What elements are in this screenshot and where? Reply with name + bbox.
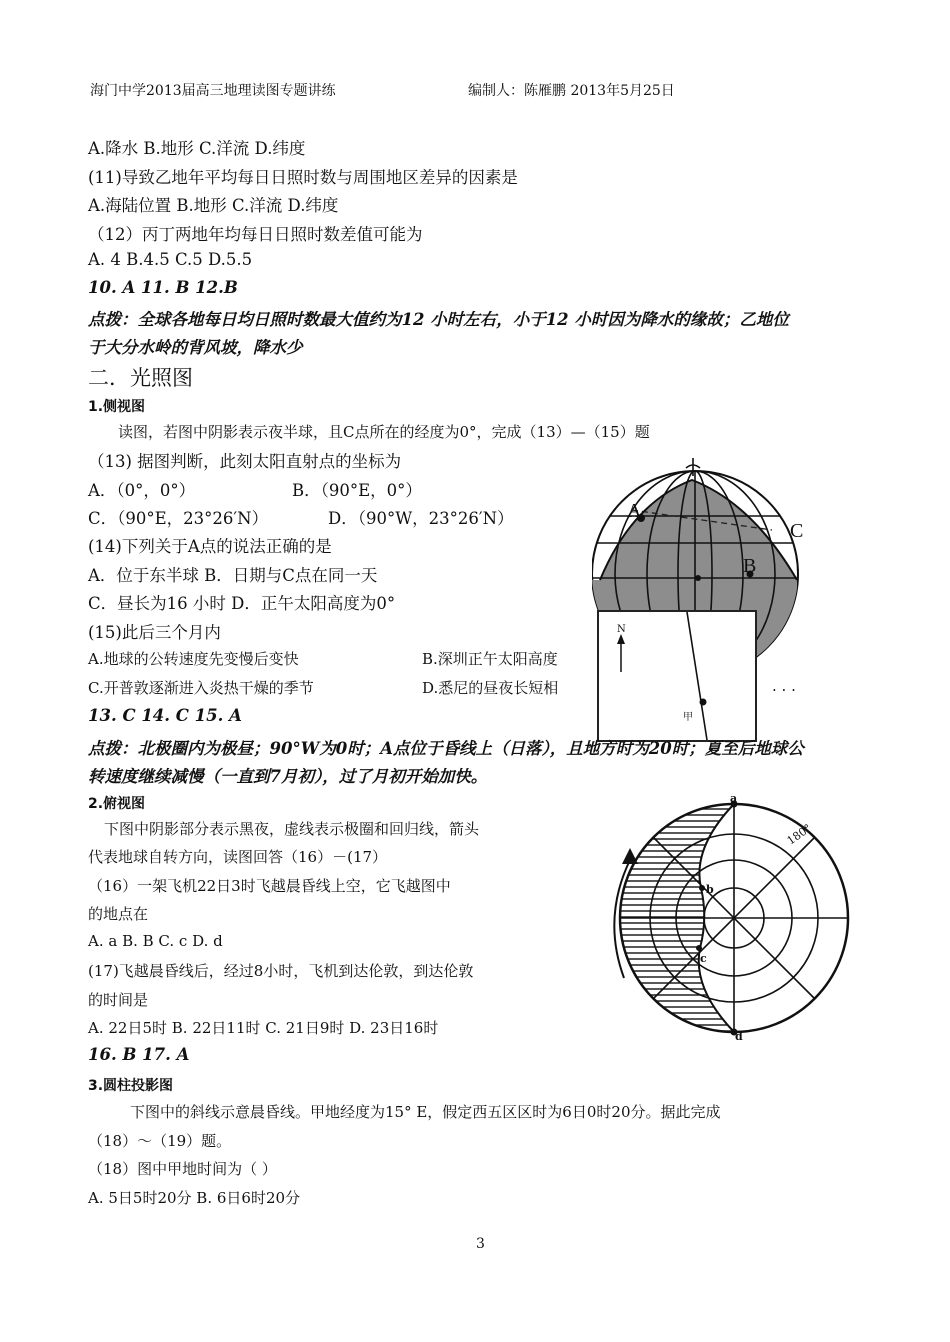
sub1-heading: 1.侧视图 xyxy=(88,399,146,415)
sub2-intro2: 代表地球自转方向，读图回答（16）－(17） xyxy=(88,848,388,866)
polar-label-b: b xyxy=(706,883,714,896)
sub3-intro1: 下图中的斜线示意晨昏线。甲地经度为15° E，假定西五区区时为6日0时20分。据此完成 xyxy=(130,1103,721,1121)
answers-13-15: 13. C 14. C 15. A xyxy=(88,706,242,725)
polar-label-180: 180° xyxy=(784,821,814,848)
q13-option-c: C．（90°E，23°26′N） xyxy=(88,509,269,528)
polar-label-a: a xyxy=(730,792,738,805)
tip-1-line1: 点拨：全球各地每日均日照时数最大值约为12 小时左右，小于12 小时因为降水的缘故；乙地位 xyxy=(88,310,789,329)
q15-option-c: C.开普敦逐渐进入炎热干燥的季节 xyxy=(88,679,314,697)
q15-option-a: A.地球的公转速度先变慢后变快 xyxy=(88,650,299,668)
globe-label-c: C xyxy=(790,520,804,542)
q14-text: (14)下列关于A点的说法正确的是 xyxy=(88,537,332,556)
tip-1-line2: 于大分水岭的背风坡，降水少 xyxy=(88,338,303,357)
q16-options: A. a B. B C. c D. d xyxy=(88,932,223,950)
sub2-intro1: 下图中阴影部分表示黑夜，虚线表示极圈和回归线，箭头 xyxy=(104,820,480,838)
q14-options-ab: A．位于东半球 B．日期与C点在同一天 xyxy=(88,566,378,585)
q17-line1: (17)飞越晨昏线后，经过8小时，飞机到达伦敦，到达伦敦 xyxy=(88,962,474,980)
q16-line1: （16）一架飞机22日3时飞越晨昏线上空，它飞越图中 xyxy=(88,877,451,895)
sub3-intro2: （18）～（19）题。 xyxy=(88,1132,232,1150)
tip-2-line1: 点拨：北极圈内为极昼；90°W为0时；A点位于昏线上（日落），且地方时为20时；夏至后地球公 xyxy=(88,739,804,758)
inset-north-label: N xyxy=(617,624,626,635)
q11-options: A.海陆位置 B.地形 C.洋流 D.纬度 xyxy=(88,196,339,215)
header-left: 海门中学2013届高三地理读图专题讲练 xyxy=(90,83,336,99)
inset-map-box xyxy=(597,610,757,742)
q15-option-d: D.悉尼的昼夜长短相 xyxy=(422,679,559,697)
q16-line2: 的地点在 xyxy=(88,905,149,923)
q11-text: (11)导致乙地年平均每日日照时数与周围地区差异的因素是 xyxy=(88,168,518,187)
section-title: 二．光照图 xyxy=(88,366,193,390)
answers-10-12: 10. A 11. B 12.B xyxy=(88,278,238,297)
q13-option-a: A．（0°，0°） xyxy=(88,481,196,500)
q15-ellipsis: . . . xyxy=(772,677,796,695)
q12-text: （12）丙丁两地年均每日日照时数差值可能为 xyxy=(88,225,423,244)
q14-options-cd: C．昼长为16 小时 D．正午太阳高度为0° xyxy=(88,594,396,613)
tip-2-line2: 转速度继续减慢（一直到7月初），过了月初开始加快。 xyxy=(88,767,488,786)
q13-option-b: B．（90°E，0°） xyxy=(292,481,422,500)
globe-label-a: A xyxy=(627,500,642,522)
polar-label-c: c xyxy=(700,952,707,965)
q18-text: （18）图中甲地时间为（ ） xyxy=(88,1160,277,1178)
sub1-intro: 读图，若图中阴影表示夜半球，且C点所在的经度为0°，完成（13）—（15）题 xyxy=(118,423,650,441)
header-right: 编制人：陈雁鹏 2013年5月25日 xyxy=(468,83,675,99)
inset-jia-label: 甲 xyxy=(683,712,693,723)
q15-text: (15)此后三个月内 xyxy=(88,623,221,642)
answers-16-17: 16. B 17. A xyxy=(88,1045,190,1064)
q18-options: A. 5日5时20分 B. 6日6时20分 xyxy=(88,1189,301,1207)
sub2-heading: 2.俯视图 xyxy=(88,796,146,812)
polar-view-figure xyxy=(596,788,886,1056)
q17-options: A. 22日5时 B. 22日11时 C. 21日9时 D. 23日16时 xyxy=(88,1019,439,1037)
sub3-heading: 3.圆柱投影图 xyxy=(88,1078,174,1094)
globe-label-b: B xyxy=(743,555,757,577)
q10-options: A.降水 B.地形 C.洋流 D.纬度 xyxy=(88,139,306,158)
q15-option-b: B.深圳正午太阳高度 xyxy=(422,650,558,668)
page-number: 3 xyxy=(476,1236,485,1252)
q13-text: （13) 据图判断，此刻太阳直射点的坐标为 xyxy=(88,452,402,471)
q17-line2: 的时间是 xyxy=(88,991,149,1009)
polar-label-d: d xyxy=(735,1030,743,1043)
q13-option-d: D．（90°W，23°26′N） xyxy=(328,509,514,528)
q12-options: A. 4 B.4.5 C.5 D.5.5 xyxy=(88,250,253,269)
